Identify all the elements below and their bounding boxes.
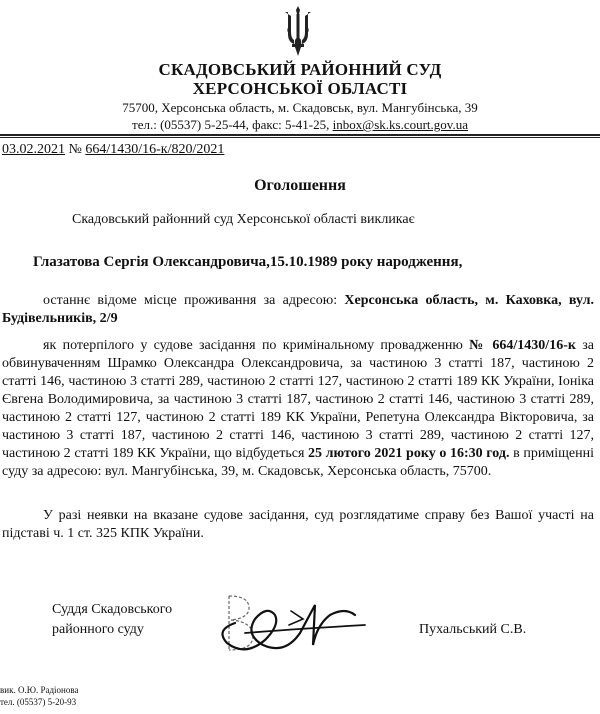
reference-line xyxy=(2,141,224,159)
judge-position-line2: районного суду xyxy=(52,622,144,637)
court-name-line1: СКАДОВСЬКИЙ РАЙОННИЙ СУД xyxy=(158,60,442,79)
judge-name: Пухальський С.В. xyxy=(419,622,527,637)
case-paragraph xyxy=(2,337,594,481)
case-location: в приміщенні суду за адресою: вул. Мангубінська, 39, м. Скадовськ, Херсонська область, 75700. xyxy=(2,446,594,479)
court-name-line2: ХЕРСОНСЬКОЇ ОБЛАСТІ xyxy=(192,79,408,98)
court-phone-line xyxy=(0,116,600,133)
document-title: Оголошення xyxy=(254,177,346,194)
case-number: № 664/1430/16-к xyxy=(469,338,576,353)
executor-info xyxy=(0,684,78,708)
hearing-datetime: 25 лютого 2021 року о 16:30 год. xyxy=(308,446,510,461)
handwritten-signature-icon xyxy=(205,585,380,665)
executor-phone: тел. (05537) 5-20-93 xyxy=(0,697,77,707)
summoned-person: Глазатова Сергія Олександровича,15.10.1989 року народження, xyxy=(33,254,463,270)
coat-of-arms-icon xyxy=(282,4,314,60)
court-name xyxy=(0,60,600,98)
reference-number-label: № xyxy=(68,142,82,157)
case-prefix: як потерпілого у судове засідання по кримінальному провадженню xyxy=(43,338,470,353)
header-divider-thin xyxy=(0,137,600,138)
case-details: за обвинуваченням Шрамко Олександра Олександровича, за частиною 3 статті 187, частиною 2 статті 146, частиною 3 статті 289, частиною 2 статті 127, частиною 2 статті 189 КК України, Іоніка Євгена Володимировича, за частиною 3 статті 187, частиною 2 статті 146, частиною 3 статті 289, частиною 2 статті 127, частиною 2 статті 189 КК України, Репетуна Олександра Вікторовича, за частиною 3 статті 187, частиною 2 статті 146, частиною 3 статті 289, частиною 2 статті 127, частиною 2 статті 189 КК України, що відбудеться xyxy=(2,338,595,461)
court-address: 75700, Херсонська область, м. Скадовськ, вул. Мангубінська, 39 xyxy=(122,100,478,115)
judge-position xyxy=(52,600,172,640)
closing-paragraph: У разі неявки на вказане судове засідання, суд розглядатиме справу без Вашої участі на підставі ч. 1 ст. 325 КПК України. xyxy=(2,508,594,541)
intro-paragraph: Скадовський районний суд Херсонської області викликає xyxy=(72,212,415,227)
judge-position-line1: Суддя Скадовського xyxy=(52,602,173,617)
reference-date: 03.02.2021 xyxy=(2,142,65,157)
executor-name: вик. О.Ю. Радіонова xyxy=(0,685,79,695)
court-contacts xyxy=(0,99,600,133)
address-paragraph xyxy=(2,292,594,328)
last-known-address: Херсонська область, м. Каховка, вул. Будівельників, 2/9 xyxy=(2,293,594,326)
court-email-link[interactable]: inbox@sk.ks.court.gov.ua xyxy=(332,117,468,132)
court-phone-fax: тел.: (05537) 5-25-44, факс: 5-41-25, xyxy=(132,117,333,132)
body-text xyxy=(2,292,594,543)
header-divider xyxy=(0,134,600,136)
address-prefix: останнє відоме місце проживання за адресою: xyxy=(43,293,345,308)
reference-number: 664/1430/16-к/820/2021 xyxy=(85,142,225,157)
